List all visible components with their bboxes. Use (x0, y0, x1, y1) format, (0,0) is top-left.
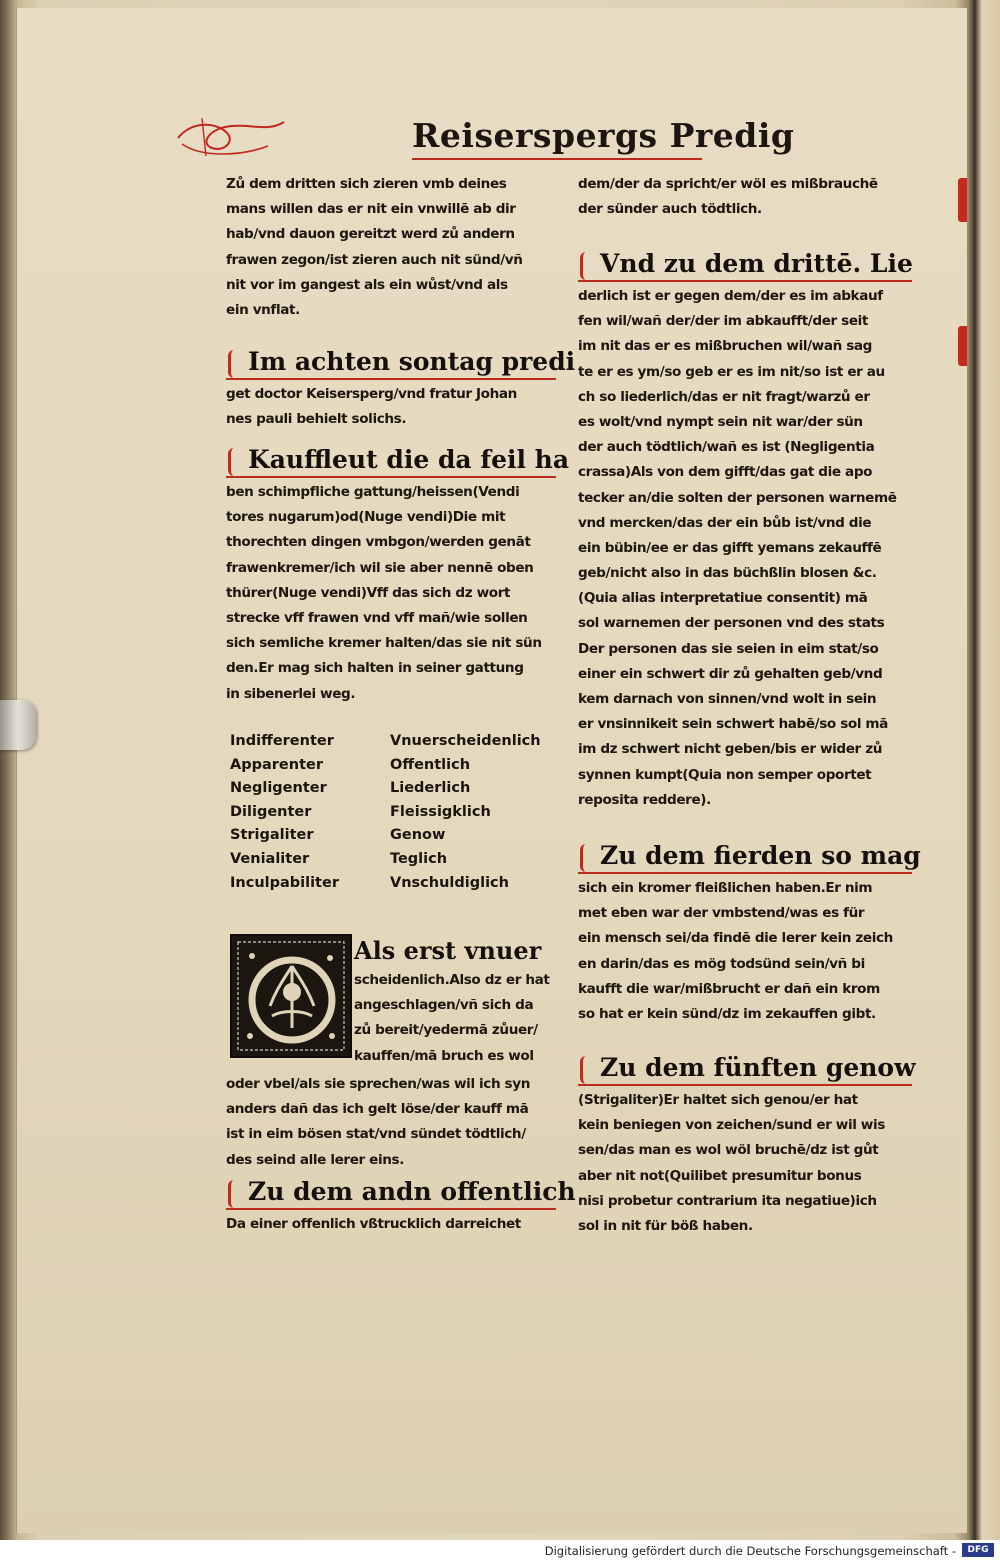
text-line: Da einer offenlich vßtrucklich darreichet (226, 1216, 521, 1232)
glossary-row (230, 872, 530, 896)
page-title: Reiserspergs Predig (412, 116, 702, 160)
left-column-section-5 (226, 1176, 576, 1237)
text-line: ein mensch sei/da findē die lerer kein zeich (578, 930, 893, 947)
text-line: ein bübin/ee er das gifft yemans zekauffē (578, 539, 882, 556)
section-heading: Zu dem fünften genow (578, 1052, 912, 1086)
section-heading: Im achten sontag predi (226, 346, 556, 380)
woodcut-initial-image (230, 934, 352, 1058)
text-line: aber nit not(Quilibet presumitur bonus (578, 1167, 862, 1184)
text-line: kem darnach von sinnen/vnd wolt in sein (578, 691, 877, 707)
text-line: zů bereit/yedermā zůuer/ (354, 1022, 538, 1039)
text-line: des seind alle lerer eins. (226, 1151, 404, 1168)
section-heading: Zu dem andn offentlich (226, 1176, 556, 1210)
page-clip (0, 700, 36, 750)
right-column-section-3 (578, 840, 921, 1027)
text-line: ein vnflat. (226, 301, 300, 318)
text-line: (Quia alias interpretatiue consentit) mā (578, 590, 868, 607)
text-line: kaufft die war/mißbrucht er dañ ein krom (578, 980, 880, 997)
red-flourish-ornament (172, 112, 292, 164)
glossary-german: Liederlich (390, 780, 471, 797)
text-line: crassa)Als von dem gifft/das gat die apo (578, 464, 873, 481)
footer-credit: Digitalisierung gefördert durch die Deutsche Forschungsgemeinschaft - (544, 1544, 956, 1558)
glossary-german: Vnuerscheidenlich (390, 733, 541, 749)
glossary-row (230, 824, 530, 848)
text-line: der auch tödtlich/wañ es ist (Negligentia (578, 439, 875, 456)
text-line: sen/das man es wol wöl bruchē/dz ist gůt (578, 1142, 879, 1159)
glossary-latin: Diligenter (230, 803, 312, 820)
red-edge-mark (958, 178, 967, 222)
text-line: strecke vff frawen vnd vff mañ/wie sollen (226, 609, 528, 626)
text-line: nit vor im gangest als ein wůst/vnd als (226, 276, 508, 293)
text-line: scheidenlich.Also dz er hat (354, 972, 550, 988)
text-line: derlich ist er gegen dem/der es im abkauf (578, 288, 883, 304)
glossary-german: Teglich (390, 850, 448, 867)
glossary-row (230, 730, 541, 754)
red-edge-mark (958, 326, 967, 366)
dfg-logo: DFG (962, 1543, 994, 1557)
glossary-german: Fleissigklich (390, 803, 491, 820)
text-line: dem/der da spricht/er wöl es mißbrauchē (578, 176, 878, 192)
section-heading: Kauffleut die da feil ha (226, 444, 556, 478)
text-line: nes pauli behielt solichs. (226, 411, 407, 428)
glossary-table (230, 730, 541, 895)
text-line: sol in nit für böß haben. (578, 1217, 753, 1234)
text-line: ben schimpfliche gattung/heissen(Vendi (226, 484, 520, 500)
glossary-row (230, 801, 530, 825)
glossary-latin: Indifferenter (230, 733, 334, 749)
text-line: tores nugarum)od(Nuge vendi)Die mit (226, 509, 506, 526)
text-line: Der personen das sie seien in eim stat/so (578, 640, 879, 657)
glossary-row (230, 848, 530, 872)
glossary-latin: Strigaliter (230, 827, 314, 844)
text-line: einer ein schwert dir zů gehalten geb/vnd (578, 665, 883, 682)
text-line: reposita reddere). (578, 791, 711, 808)
text-line: get doctor Keisersperg/vnd fratur Johan (226, 386, 517, 402)
text-line: ist in eim bösen stat/vnd sündet tödtlich/ (226, 1126, 526, 1143)
text-line: met eben war der vmbstend/was es für (578, 905, 865, 922)
text-line: ch so liederlich/das er nit fragt/warzů er (578, 388, 870, 405)
text-line: hab/vnd dauon gereitzt werd zů andern (226, 226, 515, 243)
drop-initial-heading: Als erst vnuer (354, 936, 542, 965)
text-line: frawen zegon/ist zieren auch nit sünd/vñ (226, 251, 523, 268)
text-line: geb/nicht also in das büchßlin blosen &c. (578, 565, 877, 582)
text-line: kein beniegen von zeichen/sund er wil wis (578, 1117, 885, 1134)
right-column-section-4 (578, 1052, 916, 1239)
section-heading: Zu dem fierden so mag (578, 840, 912, 874)
glossary-row (230, 777, 530, 801)
text-line: so hat er kein sünd/dz im zekauffen gibt. (578, 1005, 876, 1022)
footer-bar (0, 1540, 1000, 1561)
section-heading: Vnd zu dem drittē. Lie (578, 248, 912, 282)
left-column-section-4 (226, 1072, 556, 1173)
text-line: es wolt/vnd nympt sein nit war/der sün (578, 413, 863, 430)
paragraph (226, 172, 556, 323)
text-line: Zů dem dritten sich zieren vmb deines (226, 176, 507, 192)
glossary-latin: Negligenter (230, 780, 327, 797)
text-line: kauffen/mā bruch es wol (354, 1047, 534, 1064)
text-line: frawenkremer/ich wil sie aber nennē oben (226, 559, 534, 576)
drop-initial-lines (354, 934, 554, 1069)
text-line: thorechten dingen vmbgon/werden genāt (226, 534, 531, 551)
text-line: der sünder auch tödtlich. (578, 201, 762, 218)
text-line: im nit das er es mißbruchen wil/wañ sag (578, 338, 873, 355)
glossary-latin: Venialiter (230, 850, 310, 867)
text-line: angeschlagen/vñ sich da (354, 997, 534, 1014)
text-line: sich semliche kremer halten/das sie nit sün (226, 635, 542, 652)
text-line: in sibenerlei weg. (226, 685, 356, 702)
glossary-latin: Inculpabiliter (230, 874, 339, 891)
text-line: sich ein kromer fleißlichen haben.Er nim (578, 880, 873, 896)
text-line: anders dañ das ich gelt löse/der kauff mā (226, 1101, 529, 1118)
glossary-german: Vnschuldiglich (390, 874, 509, 891)
text-line: oder vbel/als sie sprechen/was wil ich syn (226, 1076, 530, 1092)
text-line: tecker an/die solten der personen warnemē (578, 489, 897, 506)
text-line: im dz schwert nicht geben/bis er wider zů (578, 741, 882, 758)
glossary-row (230, 754, 530, 778)
glossary-latin: Apparenter (230, 756, 323, 773)
text-line: nisi probetur contrarium ita negatiue)ich (578, 1192, 877, 1209)
text-line: te er es ym/so geb er es im nit/so ist er au (578, 363, 885, 380)
text-line: en darin/das es mög todsünd sein/vñ bi (578, 955, 865, 972)
text-line: er vnsinnikeit sein schwert habē/so sol mā (578, 716, 888, 733)
glossary-german: Genow (390, 827, 446, 844)
glossary-german: Offentlich (390, 756, 471, 773)
left-column-section-3 (226, 444, 570, 707)
left-column (226, 172, 556, 323)
right-column-section-2 (578, 248, 912, 813)
text-line: synnen kumpt(Quia non semper oportet (578, 766, 872, 783)
text-line: vnd mercken/das der ein bůb ist/vnd die (578, 514, 872, 531)
text-line: thürer(Nuge vendi)Vff das sich dz wort (226, 584, 511, 601)
text-line: (Strigaliter)Er haltet sich genou/er hat (578, 1092, 858, 1108)
text-line: mans willen das er nit ein vnwillē ab dir (226, 201, 516, 218)
right-column (578, 172, 912, 222)
text-line: sol warnemen der personen vnd des stats (578, 615, 885, 632)
text-line: den.Er mag sich halten in seiner gattung (226, 660, 524, 677)
left-column-section-2 (226, 346, 576, 432)
text-line: fen wil/wañ der/der im abkaufft/der seit (578, 313, 869, 330)
